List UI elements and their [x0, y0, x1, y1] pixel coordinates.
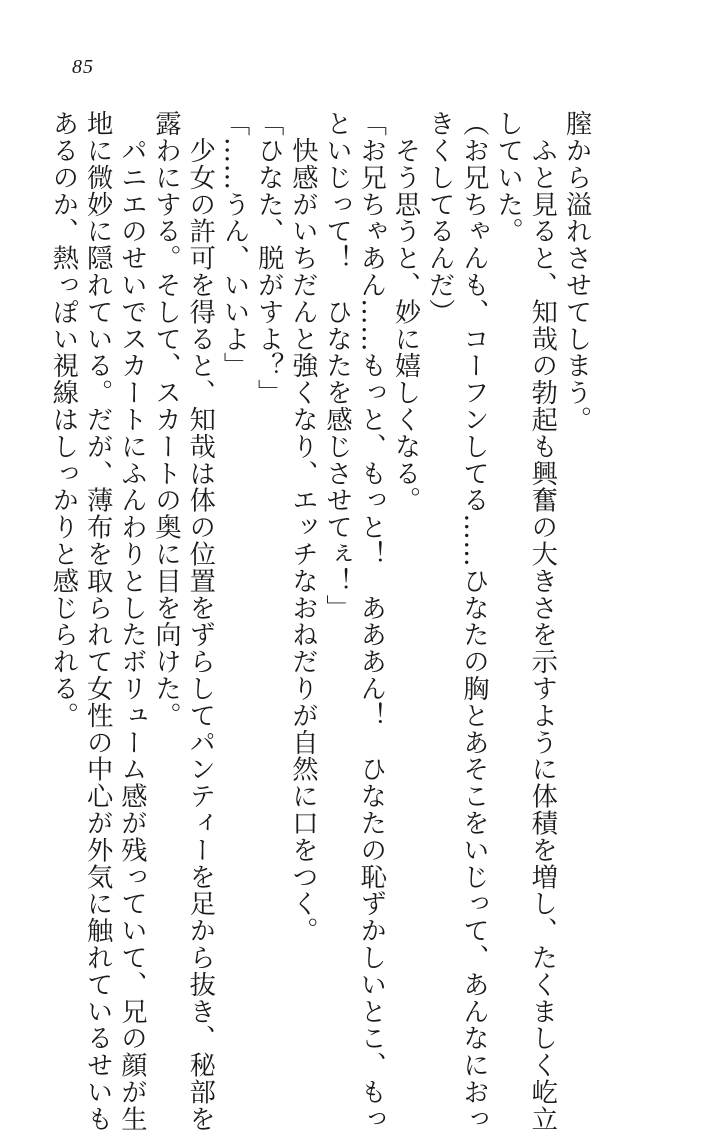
text-line: （お兄ちゃんも、コーフンしてる……ひなたの胸とあそこをいじって、あんなにおっ: [458, 110, 489, 1132]
text-line: あるのか、熱っぽい視線はしっかりと感じられる。: [47, 110, 78, 729]
text-line: ふと見ると、知哉の勃起も興奮の大きさを示すように体積を増し、たくましく屹立: [526, 110, 557, 1132]
text-line: パニエのせいでスカートにふんわりとしたボリューム感が残っていて、兄の顔が生: [116, 110, 147, 1132]
body-text: [46, 110, 593, 1132]
text-line: 露わにする。そして、スカートの奥に目を向けた。: [150, 110, 181, 729]
text-line: きくしてるんだ）: [424, 110, 455, 326]
page-number: 85: [72, 56, 94, 78]
text-line: 地に微妙に隠れている。だが、薄布を取られて女性の中心が外気に触れているせいも: [82, 110, 113, 1132]
text-line: 少女の許可を得ると、知哉は体の位置をずらしてパンティーを足から抜き、秘部を: [184, 110, 215, 1132]
text-line: といじって！ ひなたを感じさせてぇ！」: [321, 110, 352, 622]
text-line: 「ひなた、脱がすよ？」: [253, 110, 284, 406]
text-line: そう思うと、妙に嬉しくなる。: [389, 110, 420, 514]
text-line: していた。: [492, 110, 523, 245]
text-line: 「……うん、いいよ」: [218, 110, 249, 379]
text-line: 「お兄ちゃあん……もっと、もっと！ あああん！ ひなたの恥ずかしいとこ、もっ: [355, 110, 386, 1132]
text-line: 膣から溢れさせてしまう。: [561, 110, 591, 433]
text-line: 快感がいちだんと強くなり、エッチなおねだりが自然に口をつく。: [287, 110, 318, 944]
